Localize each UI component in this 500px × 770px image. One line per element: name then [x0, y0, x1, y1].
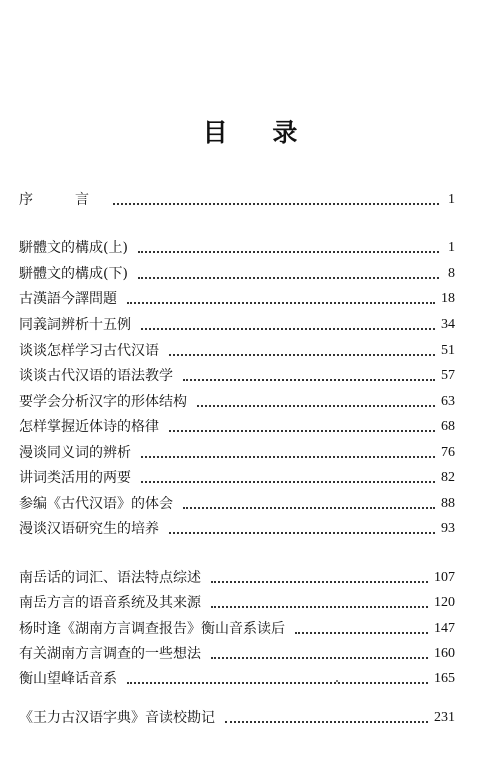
toc-entry-title: 有关湖南方言调查的一些想法 [19, 646, 201, 662]
toc-entry[interactable] [19, 365, 455, 387]
toc-entry-page: 76 [441, 445, 455, 460]
leader-dots [169, 430, 435, 432]
toc-entry-title: 同義詞辨析十五例 [19, 317, 131, 333]
leader-dots [169, 354, 435, 356]
toc-entry-title: 漫谈汉语研究生的培养 [19, 521, 159, 537]
toc-entry[interactable] [19, 643, 455, 665]
toc-entry-page: 18 [441, 291, 455, 306]
leader-dots [141, 456, 435, 458]
toc-entry[interactable] [19, 416, 455, 438]
toc-entry[interactable] [19, 288, 455, 310]
leader-dots [211, 657, 428, 659]
leader-dots [211, 581, 428, 583]
toc-entry-title: 怎样掌握近体诗的格律 [19, 419, 159, 435]
toc-entry-page: 8 [448, 266, 455, 281]
toc-entry[interactable] [19, 340, 455, 362]
toc-entry-page: 120 [434, 595, 455, 610]
toc-entry-page: 63 [441, 394, 455, 409]
toc-entry[interactable] [19, 707, 455, 729]
toc-entry[interactable] [19, 668, 455, 690]
toc-entry-title: 南岳话的词汇、语法特点综述 [19, 570, 201, 586]
toc-entry-title: 漫谈同义词的辨析 [19, 445, 131, 461]
toc-entry-page: 1 [448, 240, 455, 255]
toc-entry[interactable] [19, 314, 455, 336]
toc-entry-title: 参编《古代汉语》的体会 [19, 496, 173, 512]
toc-entry-page: 82 [441, 470, 455, 485]
toc-entry[interactable] [19, 592, 455, 614]
leader-dots [183, 379, 435, 381]
toc-entry-page: 1 [448, 192, 455, 207]
toc-entry-page: 51 [441, 343, 455, 358]
toc-entry[interactable] [19, 467, 455, 489]
toc-entry-title: 谈谈怎样学习古代汉语 [19, 343, 159, 359]
toc-entry-page: 160 [434, 646, 455, 661]
leader-dots [183, 507, 435, 509]
leader-dots [113, 203, 439, 205]
leader-dots [211, 606, 428, 608]
toc-entry-page: 88 [441, 496, 455, 511]
leader-dots [225, 721, 428, 723]
toc-entry[interactable] [19, 567, 455, 589]
toc-entry-title: 讲词类活用的两要 [19, 470, 131, 486]
toc-entry-page: 231 [434, 710, 455, 725]
toc-entry-page: 68 [441, 419, 455, 434]
toc-entry-preface[interactable] [19, 189, 455, 211]
toc-entry-title: 《王力古汉语字典》音读校勘记 [19, 710, 215, 726]
toc-entry-title: 谈谈古代汉语的语法教学 [19, 368, 173, 384]
leader-dots [295, 632, 428, 634]
leader-dots [127, 302, 435, 304]
toc-entry[interactable] [19, 263, 455, 285]
toc-entry-page: 34 [441, 317, 455, 332]
toc-entry-title: 南岳方言的语音系统及其来源 [19, 595, 201, 611]
leader-dots [197, 405, 435, 407]
toc-entry[interactable] [19, 391, 455, 413]
toc-entry-title: 杨时逢《湖南方言调查报告》衡山音系读后 [19, 621, 285, 637]
toc-entry[interactable] [19, 493, 455, 515]
toc-entry[interactable] [19, 442, 455, 464]
leader-dots [141, 328, 435, 330]
leader-dots [141, 481, 435, 483]
toc-entry-page: 147 [434, 621, 455, 636]
page-title: 目 录 [202, 118, 316, 147]
toc-entry-page: 107 [434, 570, 455, 585]
toc-entry[interactable] [19, 237, 455, 259]
leader-dots [169, 532, 435, 534]
toc-entry[interactable] [19, 618, 455, 640]
toc-entry-page: 165 [434, 671, 455, 686]
scan-speck [336, 680, 338, 682]
toc-entry-title: 古漢語今譯問題 [19, 291, 117, 307]
toc-entry-page: 93 [441, 521, 455, 536]
toc-entry-title: 衡山望峰话音系 [19, 671, 117, 687]
toc-entry-page: 57 [441, 368, 455, 383]
toc-entry-title: 駢體文的構成(上) [19, 240, 128, 256]
toc-entry-title: 序 言 [19, 192, 103, 208]
leader-dots [138, 277, 439, 279]
toc-entry-title: 要学会分析汉字的形体结构 [19, 394, 187, 410]
leader-dots [138, 251, 439, 253]
toc-entry-title: 駢體文的構成(下) [19, 266, 128, 282]
toc-entry[interactable] [19, 518, 455, 540]
leader-dots [127, 682, 428, 684]
